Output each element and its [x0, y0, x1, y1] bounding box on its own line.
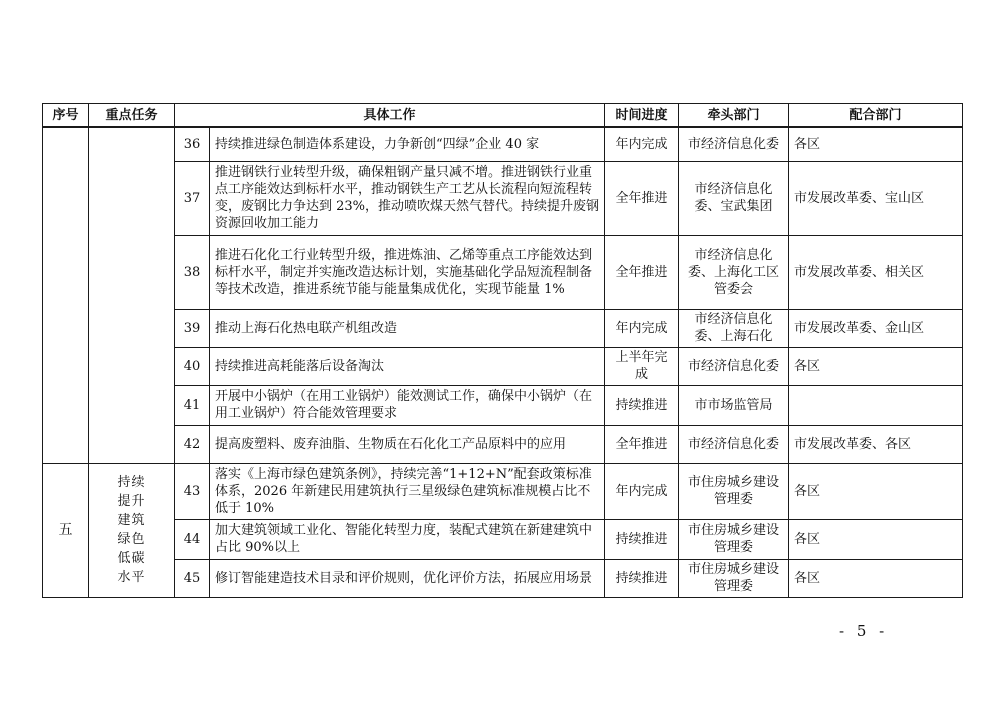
row-lead: 市经济信息化委: [679, 347, 789, 385]
row-lead: 市经济信息化委: [679, 127, 789, 161]
row-lead: 市经济信息化委、宝武集团: [679, 161, 789, 235]
section-task: 持续 提升 建筑 绿色 低碳 水平: [89, 463, 175, 597]
header-lead: 牵头部门: [679, 104, 789, 128]
row-lead: 市住房城乡建设管理委: [679, 559, 789, 597]
row-lead: 市市场监管局: [679, 385, 789, 425]
row-number: 45: [175, 559, 210, 597]
header-coop: 配合部门: [789, 104, 963, 128]
row-coop: 市发展改革委、金山区: [789, 309, 963, 347]
header-work: 具体工作: [175, 104, 605, 128]
row-number: 38: [175, 235, 210, 309]
row-work: 加大建筑领域工业化、智能化转型力度，装配式建筑在新建建筑中占比 90%以上: [210, 519, 605, 559]
section-seq: 五: [43, 463, 89, 597]
section-seq-empty: [43, 127, 89, 463]
row-work: 推动上海石化热电联产机组改造: [210, 309, 605, 347]
table-row: [43, 463, 963, 519]
row-number: 42: [175, 425, 210, 463]
table-row: [43, 347, 963, 385]
row-progress: 持续推进: [605, 559, 679, 597]
table-row: [43, 309, 963, 347]
row-progress: 持续推进: [605, 519, 679, 559]
table-row: [43, 559, 963, 597]
row-number: 39: [175, 309, 210, 347]
row-progress: 全年推进: [605, 425, 679, 463]
header-task: 重点任务: [89, 104, 175, 128]
table-row: [43, 519, 963, 559]
row-coop: 各区: [789, 559, 963, 597]
table-row: [43, 127, 963, 161]
row-coop: 各区: [789, 127, 963, 161]
header-row: [43, 104, 963, 128]
row-progress: 全年推进: [605, 161, 679, 235]
row-lead: 市经济信息化委、上海化工区管委会: [679, 235, 789, 309]
row-number: 43: [175, 463, 210, 519]
row-work: 开展中小锅炉（在用工业锅炉）能效测试工作，确保中小锅炉（在用工业锅炉）符合能效管理要求: [210, 385, 605, 425]
row-coop: [789, 385, 963, 425]
task-table: [42, 103, 963, 598]
row-coop: 各区: [789, 347, 963, 385]
row-lead: 市经济信息化委: [679, 425, 789, 463]
row-coop: 各区: [789, 519, 963, 559]
row-coop: 市发展改革委、相关区: [789, 235, 963, 309]
row-coop: 市发展改革委、各区: [789, 425, 963, 463]
row-number: 44: [175, 519, 210, 559]
row-progress: 持续推进: [605, 385, 679, 425]
section-task-empty: [89, 127, 175, 463]
row-lead: 市经济信息化委、上海石化: [679, 309, 789, 347]
row-progress: 年内完成: [605, 127, 679, 161]
header-seq: 序号: [43, 104, 89, 128]
row-work: 持续推进高耗能落后设备淘汰: [210, 347, 605, 385]
row-number: 41: [175, 385, 210, 425]
row-lead: 市住房城乡建设管理委: [679, 463, 789, 519]
table-row: [43, 425, 963, 463]
row-work: 提高废塑料、废弃油脂、生物质在石化化工产品原料中的应用: [210, 425, 605, 463]
header-progress: 时间进度: [605, 104, 679, 128]
table-row: [43, 161, 963, 235]
table-row: [43, 235, 963, 309]
row-work: 落实《上海市绿色建筑条例》，持续完善“1+12+N”配套政策标准体系，2026 年新建民用建筑执行三星级绿色建筑标准规模占比不低于 10%: [210, 463, 605, 519]
row-lead: 市住房城乡建设管理委: [679, 519, 789, 559]
row-progress: 上半年完成: [605, 347, 679, 385]
page-number: - 5 -: [839, 622, 889, 640]
row-work: 推进钢铁行业转型升级，确保粗钢产量只减不增。推进钢铁行业重点工序能效达到标杆水平，推动钢铁生产工艺从长流程向短流程转变，废钢比力争达到 23%，推动喷吹煤天然气替代。持续提升废钢资源回收加工能力: [210, 161, 605, 235]
table-row: [43, 385, 963, 425]
row-progress: 全年推进: [605, 235, 679, 309]
row-number: 40: [175, 347, 210, 385]
row-work: 推进石化化工行业转型升级，推进炼油、乙烯等重点工序能效达到标杆水平，制定并实施改造达标计划，实施基础化学品短流程制备等技术改造，推进系统节能与能量集成优化，实现节能量 1%: [210, 235, 605, 309]
row-progress: 年内完成: [605, 463, 679, 519]
row-progress: 年内完成: [605, 309, 679, 347]
row-work: 修订智能建造技术目录和评价规则，优化评价方法，拓展应用场景: [210, 559, 605, 597]
row-number: 37: [175, 161, 210, 235]
row-number: 36: [175, 127, 210, 161]
row-coop: 市发展改革委、宝山区: [789, 161, 963, 235]
row-coop: 各区: [789, 463, 963, 519]
row-work: 持续推进绿色制造体系建设，力争新创“四绿”企业 40 家: [210, 127, 605, 161]
